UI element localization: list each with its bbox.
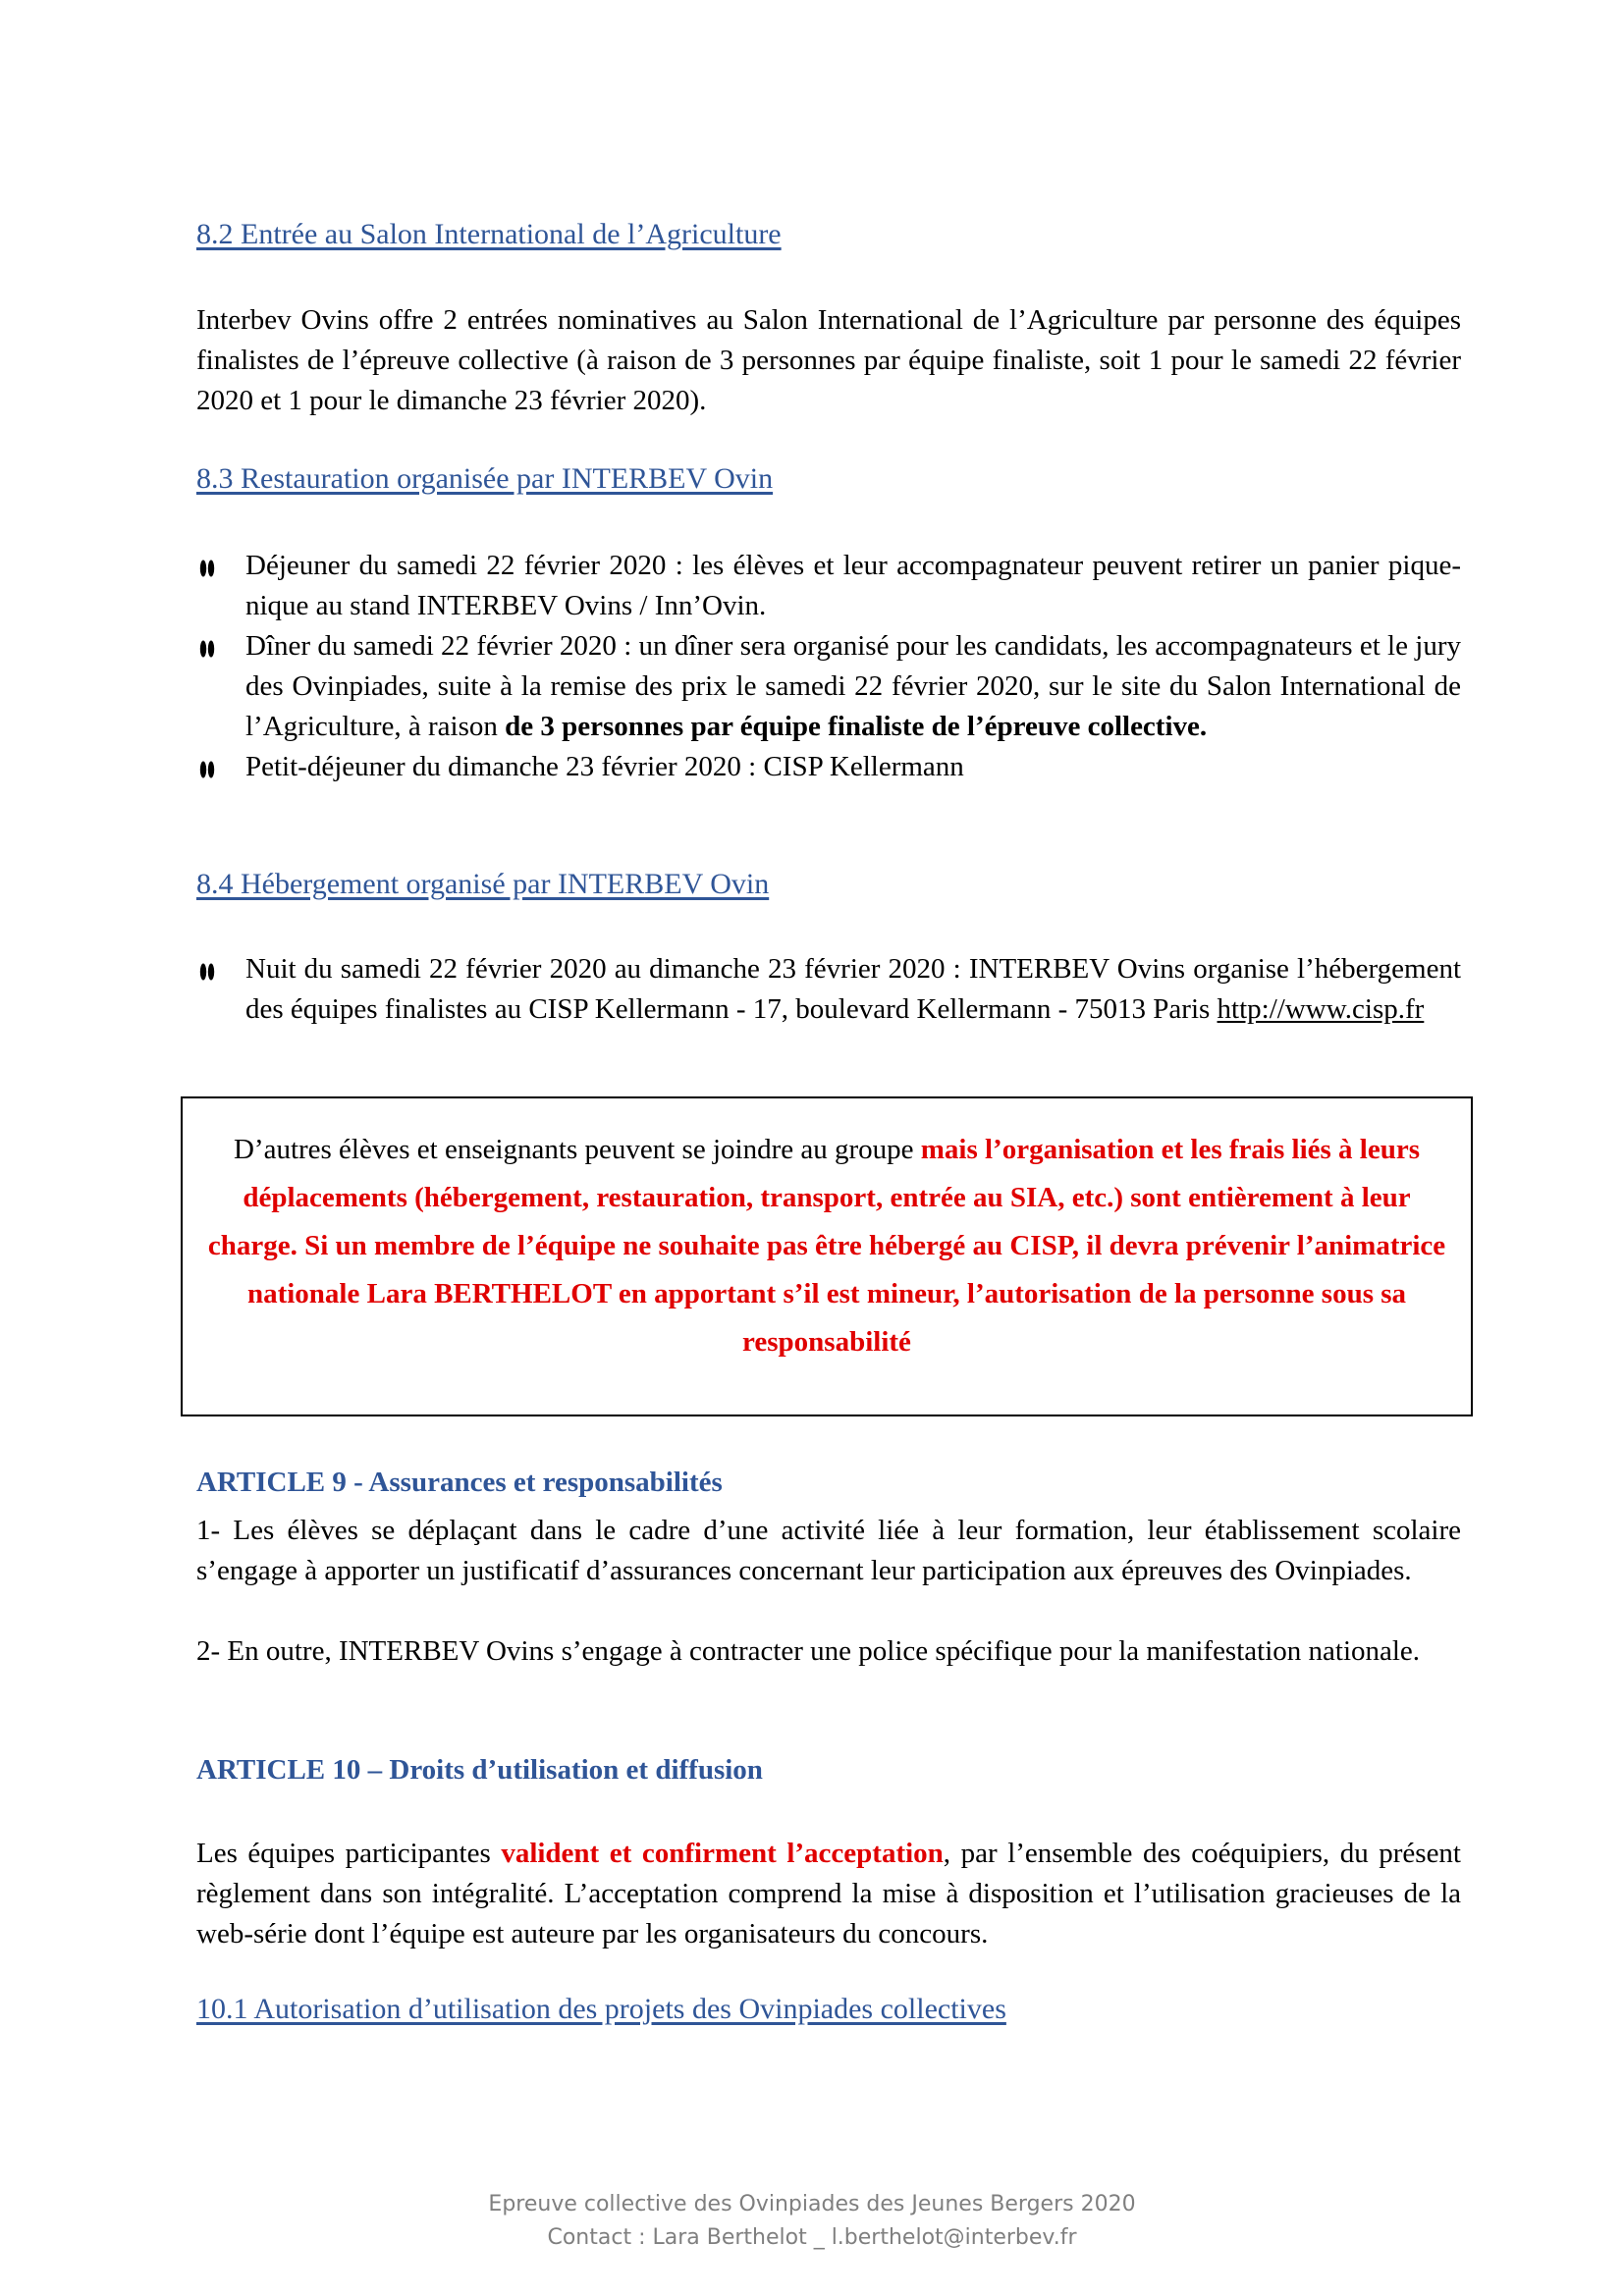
list-item bbox=[196, 626, 1461, 747]
article-10-text-start: Les équipes participantes bbox=[196, 1838, 502, 1869]
section-8-2-title: 8.2 Entrée au Salon International de l’Agriculture bbox=[196, 218, 782, 250]
section-8-4-title: 8.4 Hébergement organisé par INTERBEV Ovin bbox=[196, 868, 770, 900]
list-item bbox=[196, 949, 1461, 1030]
section-8-3-title: 8.3 Restauration organisée par INTERBEV Ovin bbox=[196, 462, 774, 495]
section-8-2-text: Interbev Ovins offre 2 entrées nominatives au Salon International de l’Agriculture par personne des équipes finalistes de l’épreuve collective (à raison de 3 personnes par équipe finaliste, soit 1 pour le samedi 22 février 2020 et 1 pour le dimanche 23 février 2020). bbox=[196, 304, 1461, 416]
footer-line-2: Contact : Lara Berthelot _ l.berthelot@interbev.fr bbox=[547, 2225, 1077, 2250]
article-10-text bbox=[196, 1834, 1461, 1954]
notice-box bbox=[181, 1096, 1473, 1416]
page-footer bbox=[0, 2188, 1624, 2255]
footprint-bullet-icon bbox=[198, 638, 216, 660]
cisp-link[interactable]: http://www.cisp.fr bbox=[1217, 993, 1425, 1025]
section-8-3-list bbox=[196, 546, 1461, 787]
article-9-paragraph-2: 2- En outre, INTERBEV Ovins s’engage à contracter une police spécifique pour la manifestation nationale. bbox=[196, 1635, 1421, 1667]
footer-line-1: Epreuve collective des Ovinpiades des Jeunes Bergers 2020 bbox=[488, 2192, 1136, 2216]
footprint-bullet-icon bbox=[198, 961, 216, 983]
article-9-title: ARTICLE 9 - Assurances et responsabilités bbox=[196, 1467, 723, 1498]
footprint-bullet-icon bbox=[198, 759, 216, 780]
section-8-4-list bbox=[196, 949, 1461, 1030]
bullet-text-nuit: Nuit du samedi 22 février 2020 au dimanche 23 février 2020 : INTERBEV Ovins organise l’hébergement des équipes finalistes au CISP Kellermann - 17, boulevard Kellermann - 75013 Paris bbox=[245, 953, 1461, 1025]
article-10-title: ARTICLE 10 – Droits d’utilisation et diffusion bbox=[196, 1754, 763, 1786]
notice-red-text: mais l’organisation et les frais liés à leurs déplacements (hébergement, restauration, transport, entrée au SIA, etc.) sont entièrement à leur charge. Si un membre de l’équipe ne souhaite pas être hébergé au CISP, il devra prévenir l’animatrice nationale Lara BERTHELOT en apportant s’il est mineur, l’autorisation de la personne sous sa responsabilité bbox=[207, 1134, 1446, 1358]
list-item bbox=[196, 546, 1461, 626]
article-9-paragraph-1: 1- Les élèves se déplaçant dans le cadre d’une activité liée à leur formation, leur établissement scolaire s’engage à apporter un justificatif d’assurances concernant leur participation aux épreuves des Ovinpiades. bbox=[196, 1515, 1461, 1586]
section-10-1-title: 10.1 Autorisation d’utilisation des projets des Ovinpiades collectives bbox=[196, 1993, 1006, 2025]
bullet-text-petit-dejeuner: Petit-déjeuner du dimanche 23 février 2020 : CISP Kellermann bbox=[245, 751, 964, 782]
bullet-text-diner: Dîner du samedi 22 février 2020 : un dîner sera organisé pour les candidats, les accompagnateurs et le jury des Ovinpiades, suite à la remise des prix le samedi 22 février 2020, sur le site du Salon International de l’Agriculture, à raison bbox=[245, 630, 1461, 742]
list-item bbox=[196, 747, 1461, 787]
article-10-text-end: , par l’ensemble des coéquipiers, du présent règlement dans son intégralité. L’acceptation comprend la mise à disposition et l’utilisation gracieuses de la web-série dont l’équipe est auteure par les organisateurs du concours. bbox=[196, 1838, 1461, 1949]
notice-plain-text: D’autres élèves et enseignants peuvent se joindre au groupe bbox=[233, 1134, 921, 1165]
bullet-text-dejeuner: Déjeuner du samedi 22 février 2020 : les élèves et leur accompagnateur peuvent retirer un panier pique-nique au stand INTERBEV Ovins / Inn’Ovin. bbox=[245, 550, 1461, 621]
article-10-text-red: valident et confirment l’acceptation bbox=[501, 1838, 944, 1869]
bullet-text-diner-bold: de 3 personnes par équipe finaliste de l’épreuve collective. bbox=[505, 711, 1208, 742]
footprint-bullet-icon bbox=[198, 558, 216, 579]
